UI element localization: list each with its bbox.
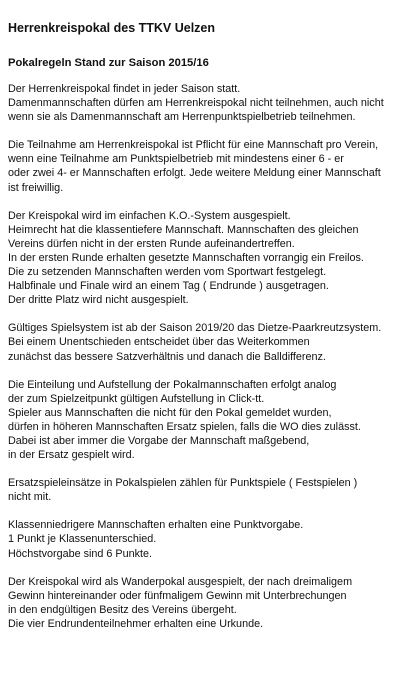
paragraph [8, 575, 404, 631]
text-line: in der Ersatz gespielt wird. [8, 449, 135, 462]
text-line: dürfen in höheren Mannschaften Ersatz spielen, falls die WO dies zulässt. [8, 420, 361, 433]
text-line: der zum Spielzeitpunkt gültigen Aufstellung in Click-tt. [8, 392, 265, 405]
text-line: in den endgültigen Besitz des Vereins übergeht. [8, 603, 237, 616]
text-line: wenn sie als Damenmannschaft am Herrenpunktspielbetrieb teilnehmen. [8, 111, 356, 124]
text-line: Dabei ist aber immer die Vorgabe der Mannschaft maßgebend, [8, 434, 310, 447]
text-line: Die Teilnahme am Herrenkreispokal ist Pflicht für eine Mannschaft pro Verein, [8, 139, 379, 152]
text-line: ist freiwillig. [8, 181, 64, 194]
text-line: Der Kreispokal wird im einfachen K.O.-System ausgespielt. [8, 209, 291, 222]
text-line: Heimrecht hat die klassentiefere Mannschaft. Mannschaften des gleichen [8, 223, 359, 236]
text-line: Der dritte Platz wird nicht ausgespielt. [8, 294, 189, 307]
text-line: Der Herrenkreispokal findet in jeder Saison statt. [8, 83, 241, 95]
text-line: Der Kreispokal wird als Wanderpokal ausgespielt, der nach dreimaligem [8, 575, 353, 588]
text-line: zunächst das bessere Satzverhältnis und danach die Balldifferenz. [8, 350, 326, 363]
text-line: Halbfinale und Finale wird an einem Tag ( Endrunde ) ausgetragen. [8, 280, 329, 293]
paragraph [8, 378, 404, 463]
paragraph [8, 138, 404, 194]
text-line: Ersatzspieleinsätze in Pokalspielen zählen für Punktspiele ( Festspielen ) [8, 477, 358, 490]
text-line: nicht mit. [8, 491, 52, 504]
text-line: Gewinn hintereinander oder fünfmaligem Gewinn mit Unterbrechungen [8, 589, 347, 602]
paragraph [8, 321, 404, 363]
text-line: Die zu setzenden Mannschaften werden vom Sportwart festgelegt. [8, 266, 327, 279]
paragraph [8, 209, 404, 308]
text-line: wenn eine Teilnahme am Punktspielbetrieb mit mindestens einer 6 - er [8, 153, 344, 166]
text-line: Gültiges Spielsystem ist ab der Saison 2019/20 das Dietze-Paarkreutzsystem. [8, 322, 382, 335]
text-line: oder zwei 4- er Mannschaften erfolgt. Jede weitere Meldung einer Mannschaft [8, 167, 381, 180]
text-line: Höchstvorgabe sind 6 Punkte. [8, 547, 153, 560]
text-line: Klassenniedrigere Mannschaften erhalten eine Punktvorgabe. [8, 519, 304, 532]
text-line: Spieler aus Mannschaften die nicht für den Pokal gemeldet wurden, [8, 406, 332, 419]
text-line: In der ersten Runde erhalten gesetzte Mannschaften vorrangig ein Freilos. [8, 251, 364, 264]
text-line: Die vier Endrundenteilnehmer erhalten eine Urkunde. [8, 617, 264, 630]
paragraph [8, 82, 404, 124]
text-line: Vereins dürfen nicht in der ersten Runde aufeinandertreffen. [8, 237, 295, 250]
text-line: Damenmannschaften dürfen am Herrenkreispokal nicht teilnehmen, auch nicht [8, 97, 384, 110]
paragraph [8, 518, 404, 560]
document-body [8, 82, 404, 631]
text-line: Bei einem Unentschieden entscheidet über das Weiterkommen [8, 336, 310, 349]
text-line: Die Einteilung und Aufstellung der Pokalmannschaften erfolgt analog [8, 378, 337, 391]
document-title: Herrenkreispokal des TTKV Uelzen [8, 21, 216, 35]
paragraph [8, 476, 404, 504]
text-line: 1 Punkt je Klassenunterschied. [8, 533, 157, 546]
document-subtitle: Pokalregeln Stand zur Saison 2015/16 [8, 57, 209, 69]
